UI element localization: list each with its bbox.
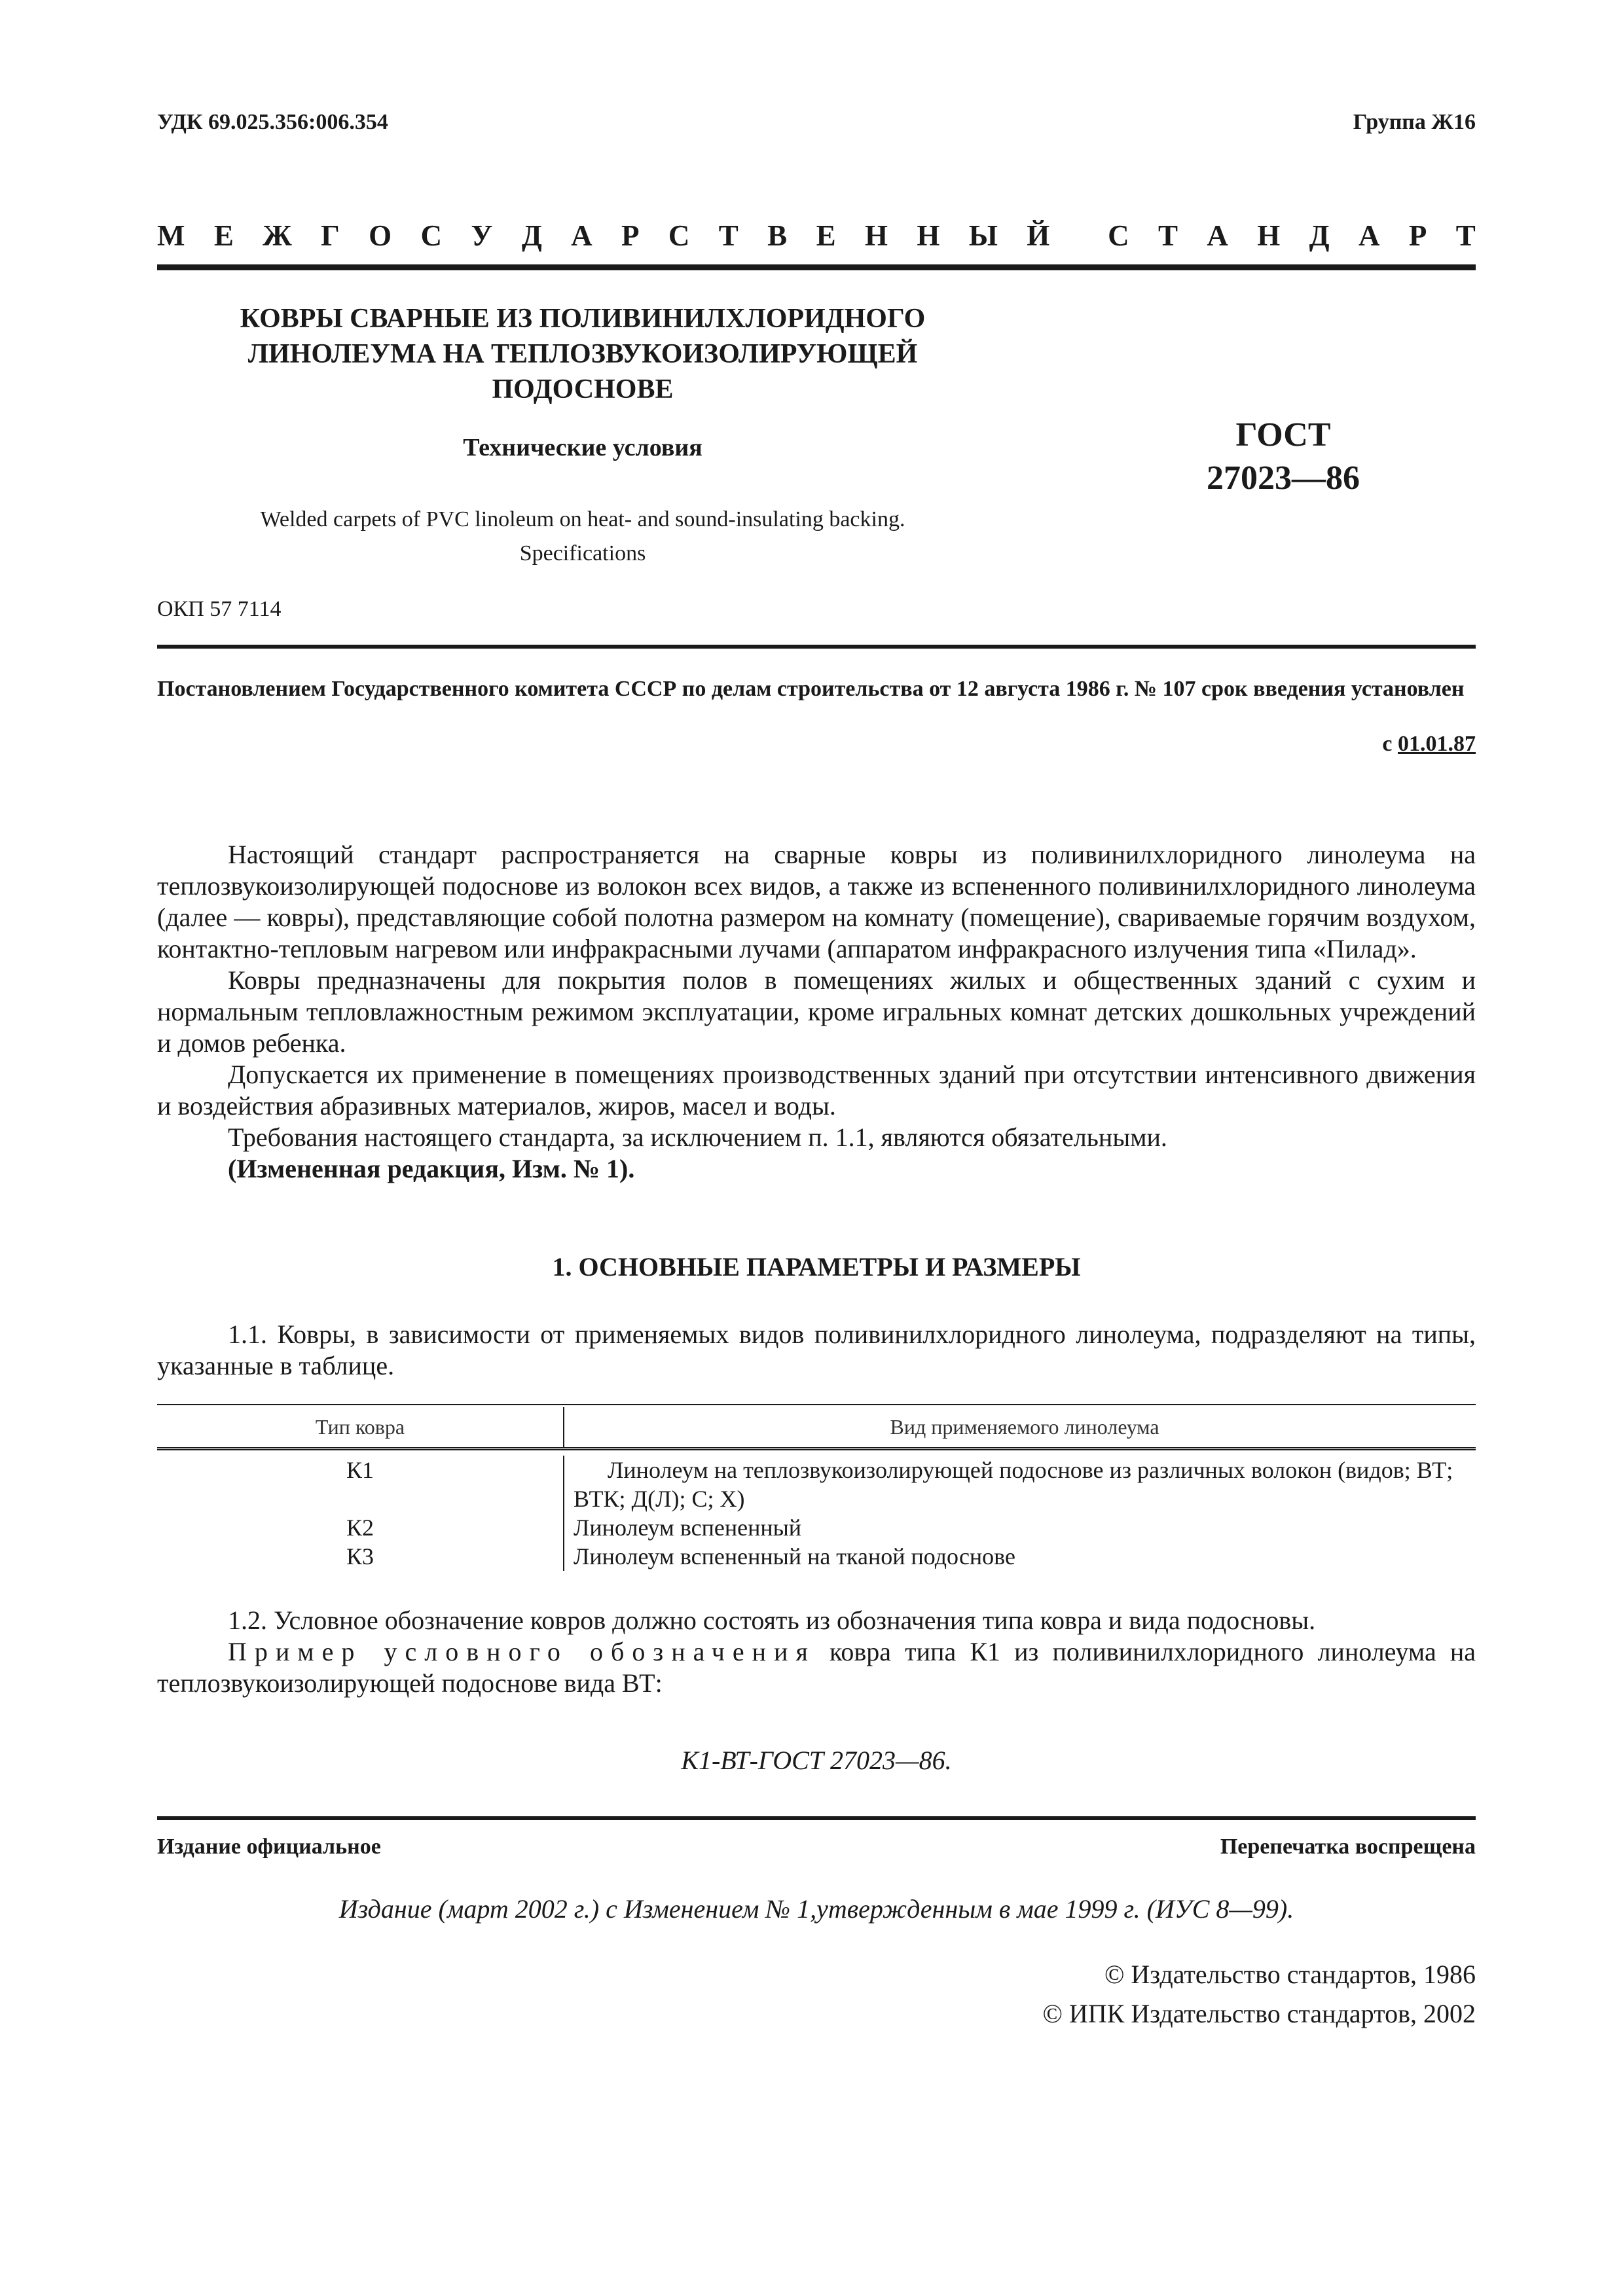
- title-line-3: ПОДОСНОВЕ: [492, 374, 674, 404]
- table-cell-type: К1: [157, 1456, 564, 1513]
- copyright-block: [1043, 1955, 1476, 2034]
- title-line-2: ЛИНОЛЕУМА НА ТЕПЛОЗВУКОИЗОЛИРУЮЩЕЙ: [247, 339, 918, 369]
- table-cell-kind: Линолеум на теплозвукоизолирующей подоснове из различных волокон (видов; ВТ; ВТК; Д(Л); С; Х): [574, 1457, 1453, 1512]
- banner-letter: Й: [1027, 219, 1050, 252]
- intro-amendment-note: (Измененная редакция, Изм. № 1).: [228, 1154, 635, 1183]
- banner-letter: Д: [1309, 219, 1330, 252]
- document-subtitle: Технические условия: [463, 434, 702, 461]
- banner-letter: А: [1358, 219, 1380, 252]
- group-code: Группа Ж16: [1353, 110, 1476, 134]
- udk-code: УДК 69.025.356:006.354: [157, 110, 388, 134]
- banner-letter: Е: [816, 219, 836, 252]
- english-title-line-2: Specifications: [519, 541, 646, 565]
- title-rule: [157, 645, 1476, 649]
- banner-letter: Ж: [263, 219, 292, 252]
- table-cell-type: К3: [157, 1542, 564, 1571]
- carpet-types-table: [157, 1407, 1476, 1571]
- section-1-title: 1. ОСНОВНЫЕ ПАРАМЕТРЫ И РАЗМЕРЫ: [552, 1252, 1081, 1282]
- banner-letter: Е: [213, 219, 234, 252]
- example-paragraph: [157, 1636, 1476, 1699]
- copyright-1986: © Издательство стандартов, 1986: [1104, 1960, 1476, 1989]
- banner-letter: М: [157, 219, 185, 252]
- banner-letter: С: [668, 219, 690, 252]
- banner-letter: Т: [1455, 219, 1476, 252]
- official-edition: Издание официальное: [157, 1835, 381, 1859]
- banner-letter: Г: [321, 219, 340, 252]
- clause-1-1: 1.1. Ковры, в зависимости от применяемых видов поливинилхлоридного линолеума, подразделяют на типы, указанные в таблице.: [157, 1319, 1476, 1380]
- table-cell-kind: Линолеум вспененный на тканой подоснове: [574, 1543, 1015, 1570]
- table-row: [157, 1456, 1476, 1513]
- table-header-type: Тип ковра: [157, 1407, 564, 1449]
- table-top-rule: [157, 1404, 1476, 1405]
- example-code: К1-ВТ-ГОСТ 27023—86.: [681, 1746, 952, 1775]
- english-title-line-1: Welded carpets of PVC linoleum on heat- and sound-insulating backing.: [260, 507, 905, 531]
- edition-note: Издание (март 2002 г.) с Изменением № 1,утвержденным в мае 1999 г. (ИУС 8—99).: [338, 1894, 1294, 1924]
- copyright-2002: © ИПК Издательство стандартов, 2002: [1042, 1999, 1476, 2028]
- banner-letter: А: [571, 219, 593, 252]
- intro-paragraph-2: Ковры предназначены для покрытия полов в помещениях жилых и общественных зданий с сухим и нормальным тепловлажностным режимом эксплуатации, кроме игральных комнат детских дошкольных учреждений и домов ребенка.: [157, 965, 1476, 1058]
- document-title: [157, 301, 1008, 407]
- gost-designation: [1087, 414, 1480, 500]
- table-header-kind: Вид применяемого линолеума: [890, 1415, 1159, 1439]
- english-title: [157, 503, 1008, 571]
- gost-number: 27023—86: [1207, 459, 1360, 497]
- table-row: [157, 1513, 1476, 1542]
- table-cell-kind: Линолеум вспененный: [574, 1515, 802, 1541]
- table-header-row: [157, 1407, 1476, 1449]
- banner-letter: Н: [864, 219, 888, 252]
- banner-letter: Т: [718, 219, 739, 252]
- banner-letter: С: [1108, 219, 1129, 252]
- clause-1-2: 1.2. Условное обозначение ковров должно состоять из обозначения типа ковра и вида подосновы.: [228, 1605, 1316, 1635]
- decree-date-value: 01.01.87: [1398, 732, 1476, 756]
- banner-letter: Р: [1408, 219, 1427, 252]
- banner-letter: О: [369, 219, 392, 252]
- banner-letter: В: [767, 219, 788, 252]
- decree-date-prefix: с: [1382, 732, 1393, 756]
- standard-banner: [157, 219, 1476, 253]
- example-text: ковра типа К1 из поливинилхлоридного линолеума на теплозвукоизолирующей подоснове вида ВТ:: [157, 1637, 1476, 1698]
- okp-code: ОКП 57 7114: [157, 597, 282, 621]
- section-1-2: [157, 1605, 1476, 1699]
- banner-letter: Н: [917, 219, 940, 252]
- banner-rule: [157, 264, 1476, 270]
- footer-rule: [157, 1816, 1476, 1820]
- banner-letter: Р: [621, 219, 640, 252]
- banner-letter: Н: [1257, 219, 1281, 252]
- banner-letter: Ы: [968, 219, 998, 252]
- banner-letter: У: [471, 219, 493, 252]
- intro-paragraph-3: Допускается их применение в помещениях производственных зданий при отсутствии интенсивного движения и воздействия абразивных материалов, жиров, масел и воды.: [157, 1060, 1476, 1121]
- example-label: Пример условного обозначения: [228, 1637, 816, 1666]
- banner-letter: Д: [521, 219, 542, 252]
- decree-text: Постановлением Государственного комитета СССР по делам строительства от 12 августа 1986 г. № 107 срок введения установлен: [157, 677, 1465, 701]
- decree-date: [1382, 732, 1476, 757]
- table-cell-type: К2: [157, 1513, 564, 1542]
- intro-paragraph-4: Требования настоящего стандарта, за исключением п. 1.1, являются обязательными.: [228, 1122, 1167, 1152]
- intro-body: [157, 839, 1476, 1185]
- section-1-1: [157, 1319, 1476, 1382]
- intro-paragraph-1: Настоящий стандарт распространяется на сварные ковры из поливинилхлоридного линолеума на теплозвукоизолирующей подоснове из волокон всех видов, а также из вспененного поливинилхлоридного линолеума (далее — ковры), представляющие собой полотна размером на комнату (помещение), свариваемые горячим воздухом, контактно-тепловым нагревом или инфракрасными лучами (аппаратом инфракрасного излучения типа «Пилад».: [157, 840, 1476, 963]
- banner-letter: Т: [1158, 219, 1178, 252]
- gost-label: ГОСТ: [1235, 416, 1331, 454]
- table-row: [157, 1542, 1476, 1571]
- banner-letter: А: [1207, 219, 1228, 252]
- title-line-1: КОВРЫ СВАРНЫЕ ИЗ ПОЛИВИНИЛХЛОРИДНОГО: [240, 304, 926, 334]
- reprint-notice: Перепечатка воспрещена: [1220, 1835, 1476, 1859]
- banner-letter: С: [420, 219, 443, 252]
- table-header-rule: [157, 1449, 1476, 1456]
